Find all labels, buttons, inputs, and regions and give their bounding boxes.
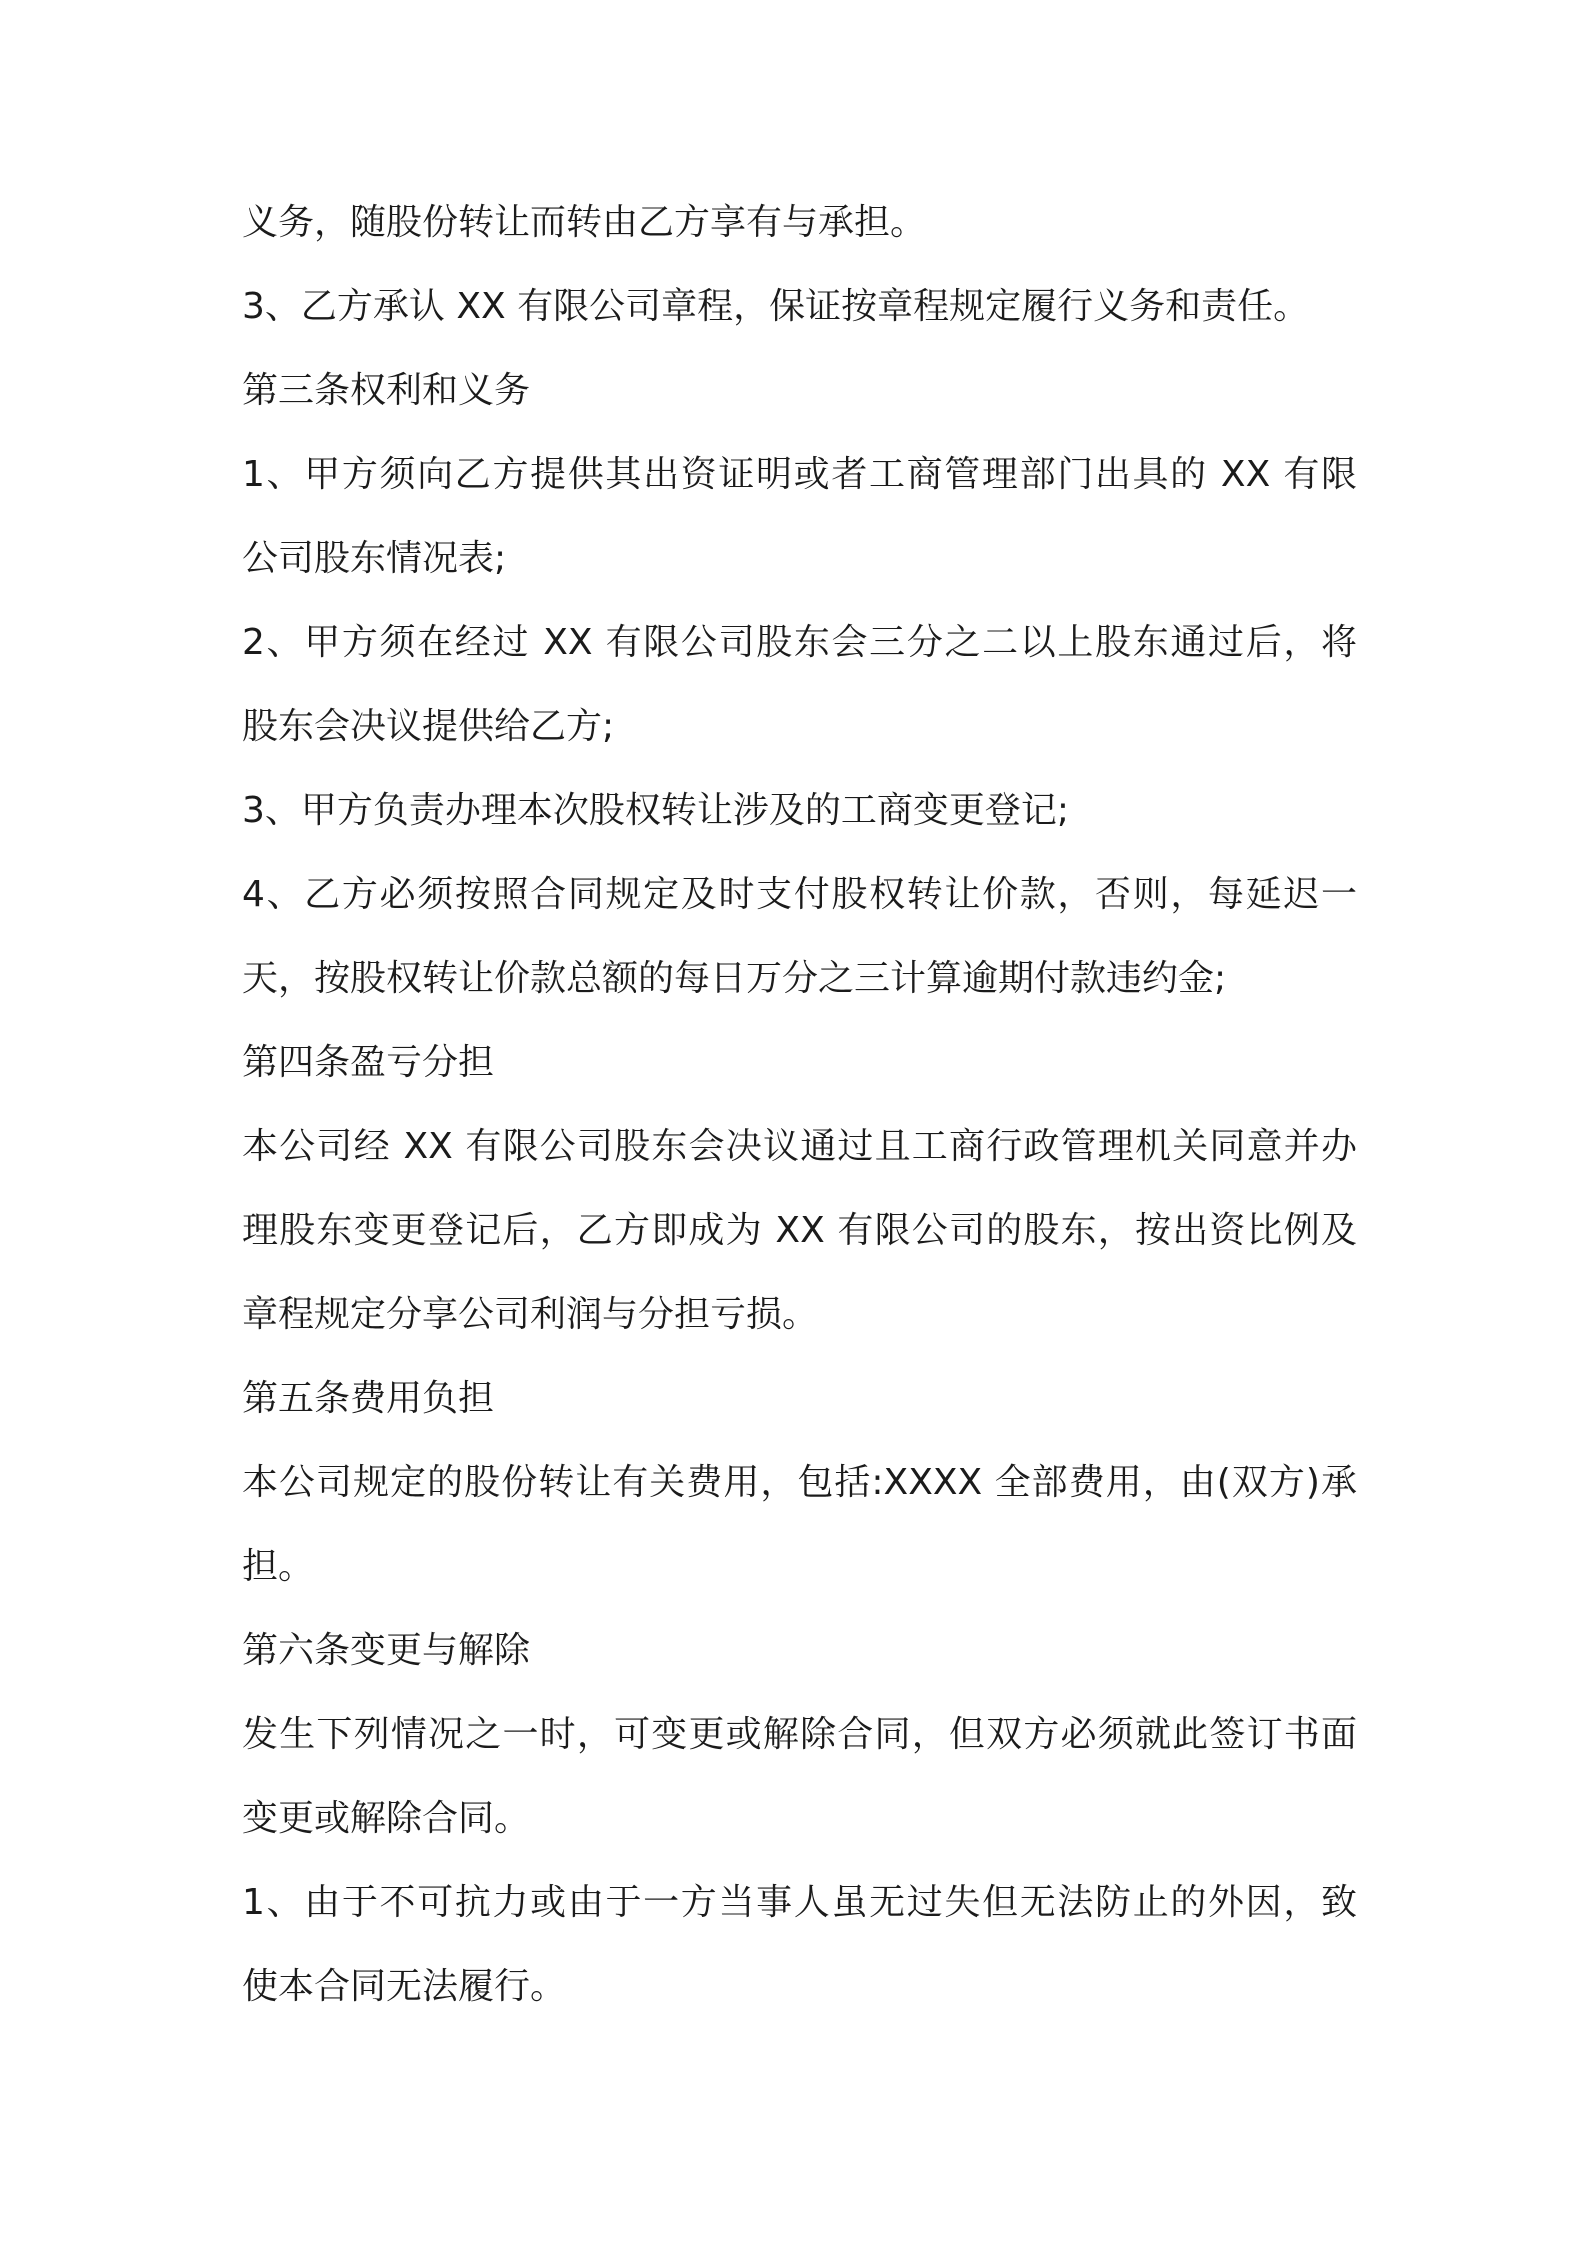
- paragraph: [242, 1441, 1357, 1609]
- paragraph-line: 1、由于不可抗力或由于一方当事人虽无过失但无法防止的外因，致: [242, 1882, 1357, 1923]
- paragraph-line: 3、甲方负责办理本次股权转让涉及的工商变更登记;: [242, 790, 1070, 831]
- paragraph-line: 公司股东情况表;: [242, 538, 507, 579]
- paragraph: [242, 433, 1357, 601]
- paragraph-line: 3、乙方承认 XX 有限公司章程，保证按章程规定履行义务和责任。: [242, 286, 1310, 327]
- section-heading-text: 第四条盈亏分担: [242, 1042, 495, 1083]
- section-heading: [242, 1021, 1357, 1105]
- section-heading-text: 第五条费用负担: [242, 1378, 495, 1419]
- paragraph: [242, 265, 1357, 349]
- paragraph-line: 章程规定分享公司利润与分担亏损。: [242, 1294, 819, 1335]
- paragraph-line: 发生下列情况之一时，可变更或解除合同，但双方必须就此签订书面: [242, 1714, 1357, 1755]
- paragraph: [242, 1861, 1357, 2029]
- paragraph-line: 股东会决议提供给乙方;: [242, 706, 615, 747]
- document-body: [242, 181, 1357, 2029]
- paragraph-line: 使本合同无法履行。: [242, 1966, 567, 2007]
- section-heading: [242, 1357, 1357, 1441]
- paragraph-line: 担。: [242, 1546, 315, 1587]
- paragraph-line: 义务，随股份转让而转由乙方享有与承担。: [242, 202, 927, 243]
- paragraph-line: 理股东变更登记后，乙方即成为 XX 有限公司的股东，按出资比例及: [242, 1210, 1357, 1251]
- paragraph: [242, 1105, 1357, 1357]
- paragraph: [242, 853, 1357, 1021]
- paragraph-line: 本公司规定的股份转让有关费用，包括:XXXX 全部费用，由(双方)承: [242, 1462, 1357, 1503]
- paragraph-line: 变更或解除合同。: [242, 1798, 531, 1839]
- paragraph: [242, 181, 1357, 265]
- section-heading-text: 第三条权利和义务: [242, 370, 531, 411]
- paragraph-line: 本公司经 XX 有限公司股东会决议通过且工商行政管理机关同意并办: [242, 1126, 1357, 1167]
- paragraph-line: 4、乙方必须按照合同规定及时支付股权转让价款，否则，每延迟一: [242, 874, 1357, 915]
- section-heading-text: 第六条变更与解除: [242, 1630, 531, 1671]
- paragraph: [242, 769, 1357, 853]
- paragraph: [242, 601, 1357, 769]
- paragraph-line: 1、甲方须向乙方提供其出资证明或者工商管理部门出具的 XX 有限: [242, 454, 1357, 495]
- section-heading: [242, 1609, 1357, 1693]
- paragraph-line: 天，按股权转让价款总额的每日万分之三计算逾期付款违约金;: [242, 958, 1227, 999]
- paragraph-line: 2、甲方须在经过 XX 有限公司股东会三分之二以上股东通过后，将: [242, 622, 1357, 663]
- section-heading: [242, 349, 1357, 433]
- paragraph: [242, 1693, 1357, 1861]
